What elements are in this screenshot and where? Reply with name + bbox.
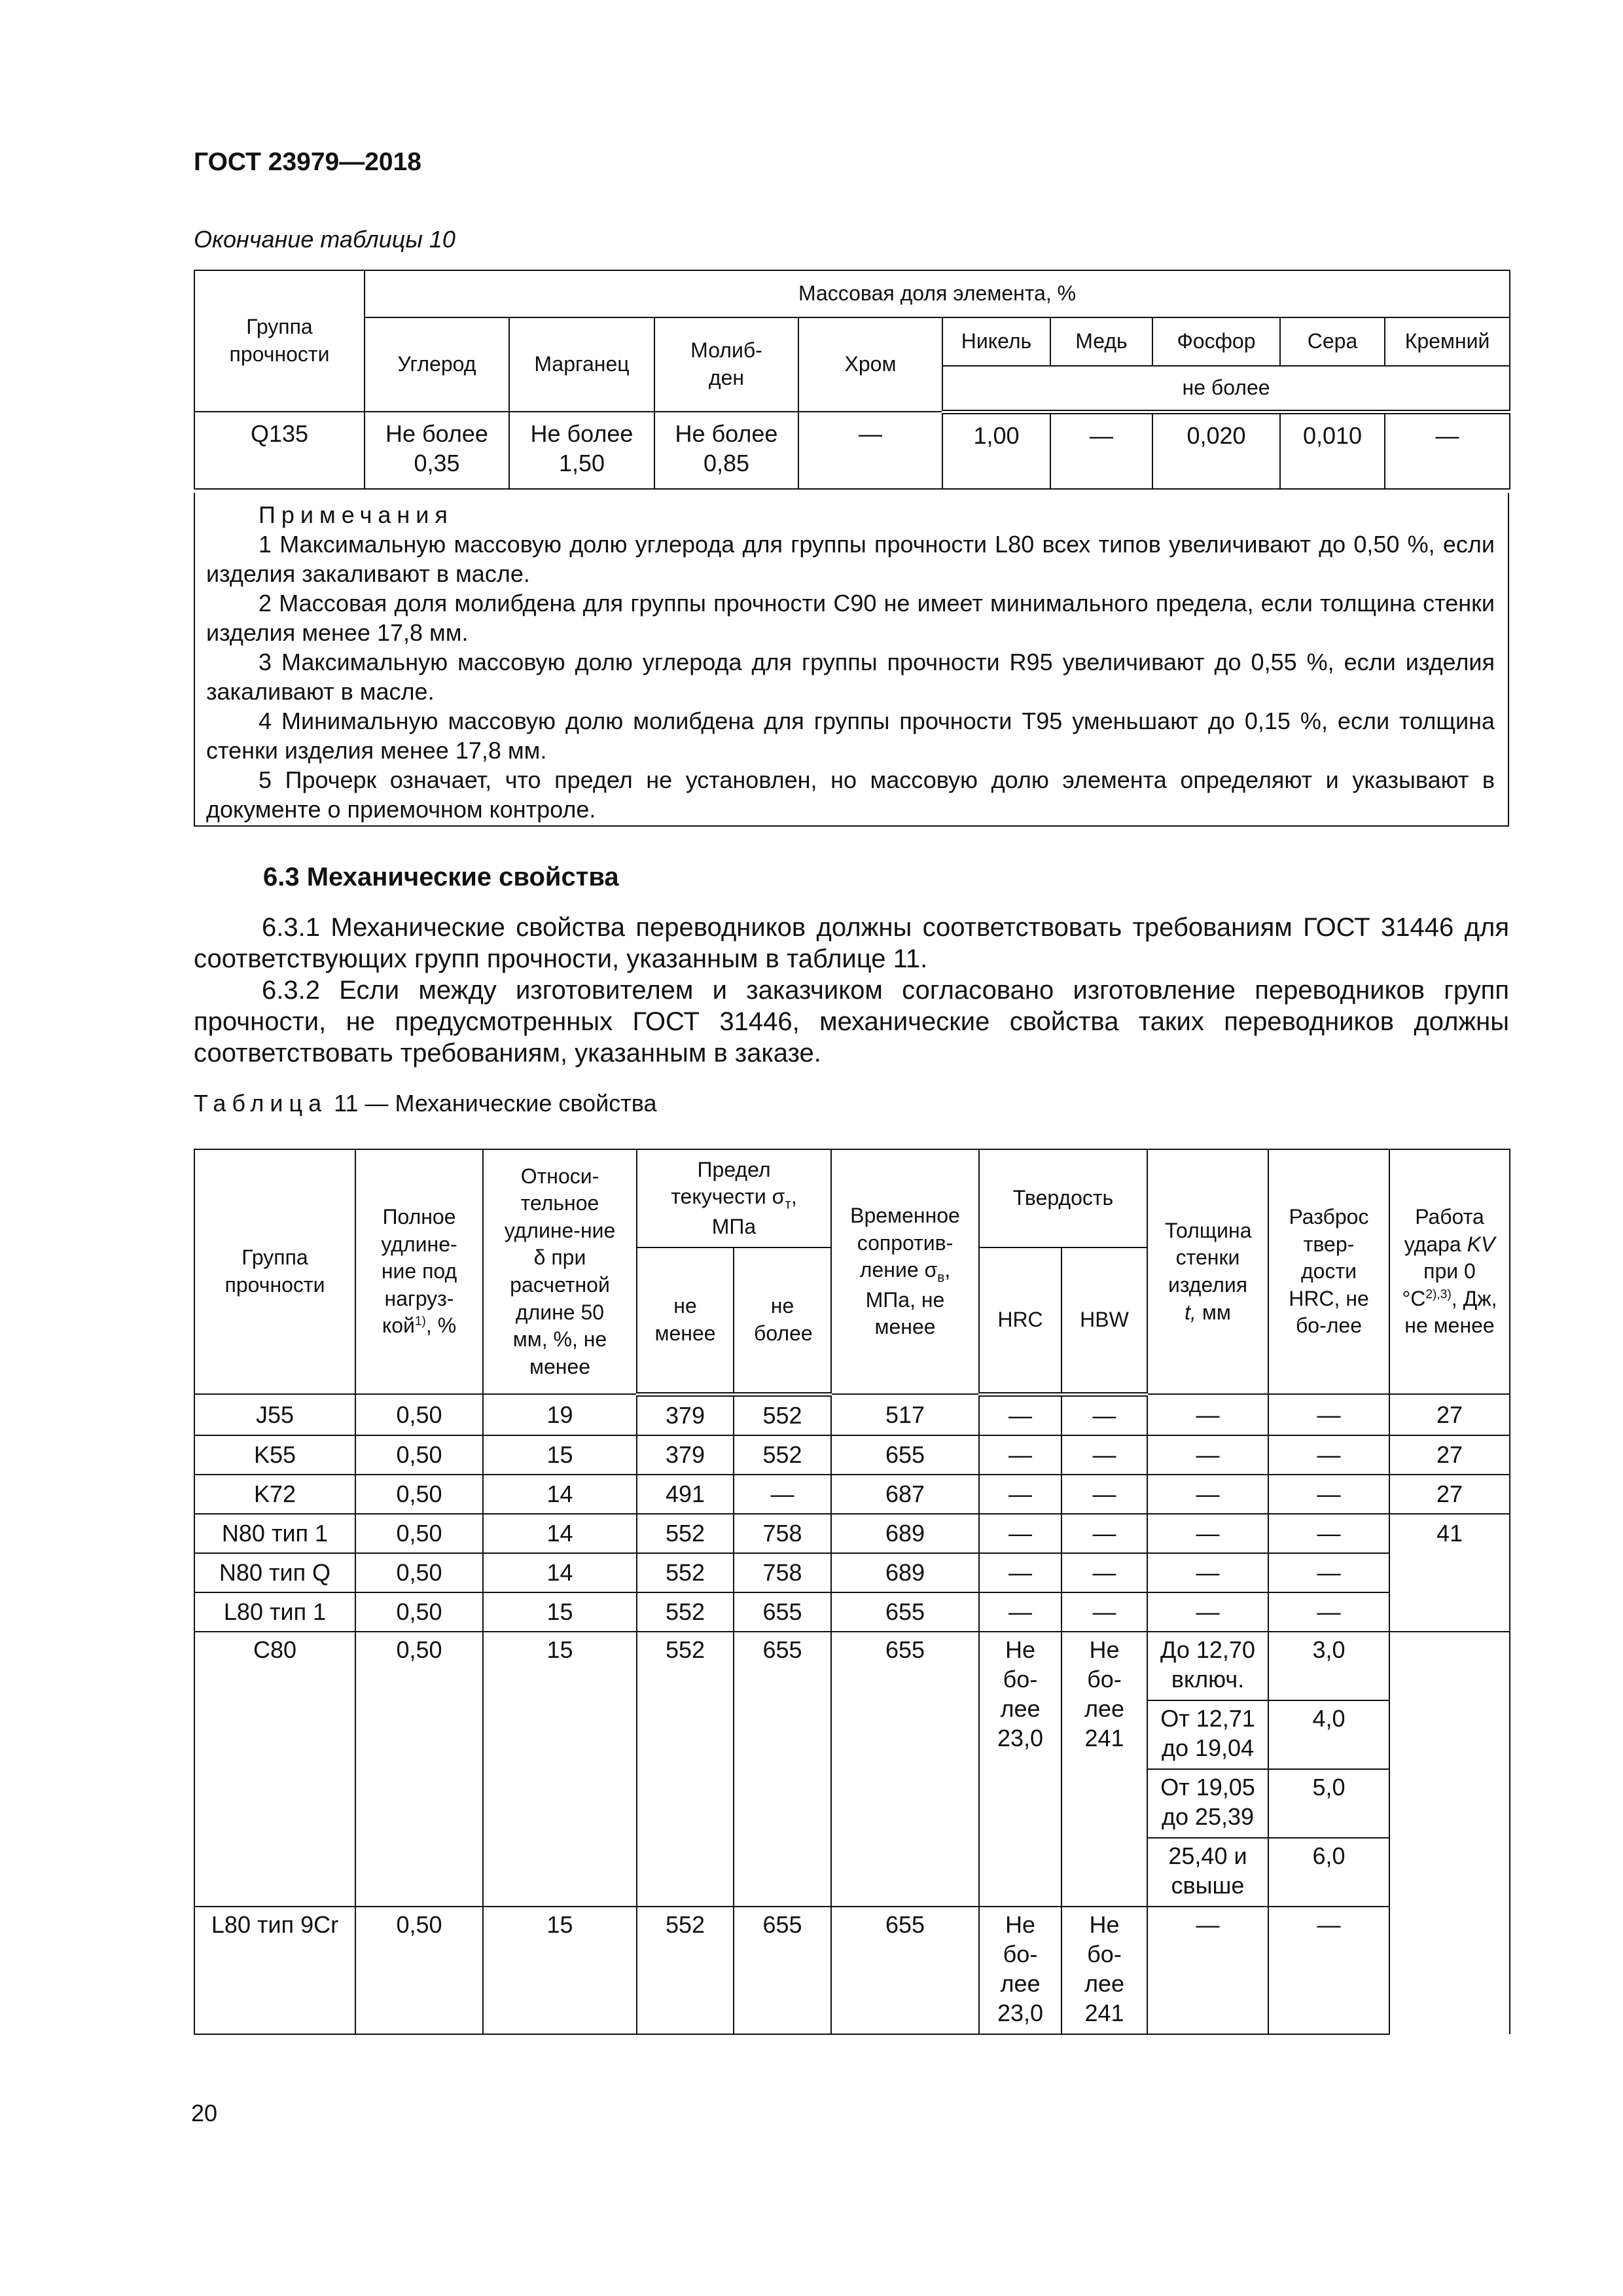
t11-cell: —	[979, 1435, 1061, 1475]
t11-cell: До 12,70 включ.	[1147, 1632, 1268, 1700]
t11-h-tensile-sub: в	[937, 1270, 945, 1285]
t11-cell: 27	[1389, 1475, 1510, 1514]
t11-cell: 41	[1389, 1514, 1510, 1632]
t10-cell: Не более 1,50	[509, 412, 654, 489]
t11-cell: 655	[831, 1435, 979, 1475]
section-title: 6.3 Механические свойства	[263, 863, 619, 891]
table-row	[194, 1475, 1510, 1514]
t11-cell: 14	[483, 1514, 637, 1553]
t11-h-yield-min: не менее	[637, 1247, 734, 1394]
t11-h-elong-a: Полное удлине-ние под нагруз-кой	[381, 1205, 457, 1338]
note-item: 5 Прочерк означает, что предел не установлен, но массовую долю элемента определяют и указывают в документе о приемочном контроле.	[206, 766, 1495, 823]
t11-cell: —	[979, 1592, 1061, 1632]
t11-cell: —	[1147, 1907, 1268, 2034]
t10-col-copper: Медь	[1050, 317, 1152, 366]
t11-cell: 15	[483, 1632, 637, 1907]
table-row	[194, 1394, 1510, 1435]
t11-h-elong-b: , %	[425, 1314, 457, 1338]
t10-col-silicon: Кремний	[1385, 317, 1510, 366]
t11-cell: 0,50	[355, 1907, 483, 2034]
note-item: 2 Массовая доля молибдена для группы прочности C90 не имеет минимального предела, если толщина стенки изделия менее 17,8 мм.	[206, 590, 1495, 646]
t11-cell: 15	[483, 1907, 637, 2034]
t11-h-yield-a: Предел текучести σ	[671, 1157, 785, 1209]
table10-caption: Окончание таблицы 10	[194, 226, 455, 253]
t10-header-mass: Массовая доля элемента, %	[365, 270, 1510, 317]
table11-caption-title: 11 — Механические свойства	[327, 1090, 657, 1117]
t11-cell: 19	[483, 1394, 637, 1435]
note-item: 4 Минимальную массовую долю молибдена для группы прочности Т95 уменьшают до 0,15 %, если толщина стенки изделия менее 17,8 мм.	[206, 708, 1495, 764]
t11-cell: 655	[831, 1592, 979, 1632]
t10-cell: —	[798, 412, 942, 489]
t11-h-hardness: Твердость	[979, 1149, 1147, 1247]
t11-cell: 27	[1389, 1394, 1510, 1435]
t11-h-impact-b: при	[1423, 1259, 1459, 1283]
t11-cell: 379	[637, 1394, 734, 1435]
t11-cell: 552	[637, 1592, 734, 1632]
t11-cell: 5,0	[1268, 1769, 1389, 1838]
t11-cell: 689	[831, 1514, 979, 1553]
t10-col-carbon: Углерод	[365, 317, 509, 412]
t11-h-thickness	[1147, 1149, 1268, 1394]
t11-cell: N80 тип 1	[194, 1514, 355, 1553]
t11-cell: 655	[734, 1592, 831, 1632]
t11-cell: —	[1147, 1394, 1268, 1435]
t11-cell: 655	[734, 1907, 831, 2034]
t10-cell: —	[1385, 412, 1510, 489]
table10-notes	[194, 493, 1509, 827]
t11-cell: 689	[831, 1553, 979, 1592]
t11-cell: 0,50	[355, 1435, 483, 1475]
t10-not-more: не более	[942, 366, 1510, 412]
t11-h-rel-b: 50 мм, %, не менее	[512, 1300, 607, 1378]
notes-title: Примечания	[259, 501, 454, 528]
t11-cell: —	[979, 1475, 1061, 1514]
standard-header: ГОСТ 23979—2018	[194, 148, 421, 176]
table-row	[194, 1435, 1510, 1475]
t10-cell: 0,020	[1152, 412, 1280, 489]
t11-cell: J55	[194, 1394, 355, 1435]
t11-h-elong-sup: 1)	[414, 1314, 426, 1329]
t11-empty-cell	[1389, 1632, 1510, 2034]
t11-cell: —	[1268, 1475, 1389, 1514]
paragraph-6-3-2: 6.3.2 Если между изготовителем и заказчиком согласовано изготовление переводников групп прочности, не предусмотренных ГОСТ 31446, механические свойства таких переводников должны соответствовать требованиям, указанным в заказе.	[194, 976, 1509, 1067]
t11-cell: K55	[194, 1435, 355, 1475]
t11-cell: —	[1061, 1592, 1147, 1632]
t11-cell: C80	[194, 1632, 355, 1907]
table-row	[194, 1514, 1510, 1553]
t11-h-impact-c: 0 °С	[1402, 1259, 1476, 1310]
t11-cell: 15	[483, 1592, 637, 1632]
t11-cell: —	[1147, 1592, 1268, 1632]
t11-h-thick-t: t,	[1185, 1300, 1196, 1324]
t11-cell: —	[1061, 1514, 1147, 1553]
t11-h-group: Группа прочности	[194, 1149, 355, 1394]
t11-cell: 687	[831, 1475, 979, 1514]
t10-cell: Не более 0,85	[654, 412, 798, 489]
t11-h-impact-a: Работа удара	[1404, 1205, 1484, 1256]
t11-h-hbw: HBW	[1061, 1247, 1147, 1394]
t11-cell: N80 тип Q	[194, 1553, 355, 1592]
t11-cell: —	[1061, 1553, 1147, 1592]
table-row	[194, 1592, 1510, 1632]
t11-h-tensile-a: Временное сопротив-ление	[850, 1204, 960, 1282]
t11-cell: 552	[637, 1907, 734, 2034]
note-item: 3 Максимальную массовую долю углерода для группы прочности R95 увеличивают до 0,55 %, если изделия закаливают в масле.	[206, 649, 1495, 705]
t11-cell: Не бо-лее 241	[1061, 1632, 1147, 1907]
t11-cell: 379	[637, 1435, 734, 1475]
t11-cell: 3,0	[1268, 1632, 1389, 1700]
table11-caption-label: Таблица	[194, 1090, 328, 1117]
t11-cell: 552	[734, 1394, 831, 1435]
table-row	[194, 1553, 1510, 1592]
t11-cell: —	[1268, 1553, 1389, 1592]
t11-cell: 552	[637, 1514, 734, 1553]
t11-h-impact-d: , Дж, не менее	[1404, 1286, 1497, 1338]
t11-h-rel-elong	[483, 1149, 637, 1394]
t11-cell: Не бо-лее 23,0	[979, 1632, 1061, 1907]
t11-cell: —	[1061, 1475, 1147, 1514]
t11-cell: 517	[831, 1394, 979, 1435]
note-item: 1 Максимальную массовую долю углерода для группы прочности L80 всех типов увеличивают до 0,50 %, если изделия закаливают в масле.	[206, 531, 1495, 587]
t11-cell: 552	[637, 1632, 734, 1907]
t11-cell: 0,50	[355, 1475, 483, 1514]
t11-cell: —	[979, 1514, 1061, 1553]
t11-cell: —	[1268, 1907, 1389, 2034]
t11-cell: 552	[734, 1435, 831, 1475]
t11-cell: Не бо-лее 23,0	[979, 1907, 1061, 2034]
t10-cell: —	[1050, 412, 1152, 489]
t11-cell: 4,0	[1268, 1700, 1389, 1769]
t11-h-impact-kv: KV	[1467, 1232, 1495, 1256]
t11-cell: —	[1147, 1553, 1268, 1592]
table11-caption	[194, 1090, 657, 1117]
table-row	[194, 1907, 1510, 2034]
t11-h-yield-max: не более	[734, 1247, 831, 1394]
section-body	[194, 912, 1509, 1069]
t11-cell: 0,50	[355, 1592, 483, 1632]
paragraph-6-3-1: 6.3.1 Механические свойства переводников должны соответствовать требованиям ГОСТ 31446 для соответствующих групп прочности, указанным в таблице 11.	[194, 913, 1509, 973]
t11-h-impact-sup: 2),3)	[1425, 1287, 1452, 1302]
t11-cell: —	[1268, 1394, 1389, 1435]
t11-h-yield-sub: т	[785, 1196, 791, 1212]
t11-cell: L80 тип 1	[194, 1592, 355, 1632]
t10-cell: 1,00	[942, 412, 1050, 489]
t11-cell: K72	[194, 1475, 355, 1514]
t11-h-yield-unit: , МПа	[711, 1185, 797, 1238]
t11-h-thick-a: Толщина стенки изделия	[1165, 1218, 1252, 1297]
t11-cell: 0,50	[355, 1553, 483, 1592]
table-10	[194, 270, 1510, 490]
t11-cell: Не бо-лее 241	[1061, 1907, 1147, 2034]
t11-cell: 25,40 и свыше	[1147, 1838, 1268, 1907]
t11-cell: —	[734, 1475, 831, 1514]
t11-h-impact	[1389, 1149, 1510, 1394]
t11-h-elong	[355, 1149, 483, 1394]
t11-cell: —	[1061, 1435, 1147, 1475]
t11-cell: —	[1268, 1514, 1389, 1553]
t10-col-nickel: Никель	[942, 317, 1050, 366]
t11-cell: —	[979, 1553, 1061, 1592]
t11-h-tensile	[831, 1149, 979, 1394]
t11-h-spread: Разброс твер-дости HRC, не бо-лее	[1268, 1149, 1389, 1394]
t11-h-hrc: HRC	[979, 1247, 1061, 1394]
t11-cell: 491	[637, 1475, 734, 1514]
t10-cell: Q135	[194, 412, 365, 489]
t11-h-thick-b: мм	[1202, 1300, 1231, 1324]
table-11	[194, 1149, 1510, 2035]
t11-cell: От 19,05 до 25,39	[1147, 1769, 1268, 1838]
t11-cell: 0,50	[355, 1394, 483, 1435]
t11-cell: 14	[483, 1553, 637, 1592]
t11-cell: 552	[637, 1553, 734, 1592]
t11-cell: 6,0	[1268, 1838, 1389, 1907]
page-number: 20	[191, 2100, 218, 2126]
t10-header-group: Группа прочности	[194, 270, 365, 412]
t10-col-phosphorus: Фосфор	[1152, 317, 1280, 366]
table-row	[194, 1632, 1510, 1700]
t11-cell: —	[979, 1394, 1061, 1435]
t11-cell: 655	[831, 1907, 979, 2034]
t11-cell: 758	[734, 1514, 831, 1553]
t11-h-tensile-sigma: σ	[924, 1258, 938, 1282]
t11-cell: 27	[1389, 1435, 1510, 1475]
t11-cell: —	[1268, 1592, 1389, 1632]
t11-cell: 655	[831, 1632, 979, 1907]
t11-cell: 0,50	[355, 1514, 483, 1553]
t11-cell: —	[1061, 1394, 1147, 1435]
t11-cell: L80 тип 9Cr	[194, 1907, 355, 2034]
t11-cell: 14	[483, 1475, 637, 1514]
t11-h-rel-a: Относи-тельное удлине-ние δ при расчетной длине	[504, 1164, 616, 1324]
t11-cell: 0,50	[355, 1632, 483, 1907]
t11-cell: —	[1147, 1514, 1268, 1553]
t10-col-manganese: Марганец	[509, 317, 654, 412]
t11-cell: 655	[734, 1632, 831, 1907]
t11-h-tensile-b: , МПа, не менее	[865, 1258, 951, 1339]
t10-col-chromium: Хром	[798, 317, 942, 412]
t10-cell: 0,010	[1280, 412, 1385, 489]
t11-cell: —	[1147, 1435, 1268, 1475]
t10-col-sulfur: Сера	[1280, 317, 1385, 366]
t11-cell: —	[1147, 1475, 1268, 1514]
t10-col-molybdenum: Молиб-ден	[654, 317, 798, 412]
t11-cell: —	[1268, 1435, 1389, 1475]
t11-cell: 15	[483, 1435, 637, 1475]
t10-cell: Не более 0,35	[365, 412, 509, 489]
t11-cell: 758	[734, 1553, 831, 1592]
t11-cell: От 12,71 до 19,04	[1147, 1700, 1268, 1769]
t11-h-yield	[637, 1149, 831, 1247]
